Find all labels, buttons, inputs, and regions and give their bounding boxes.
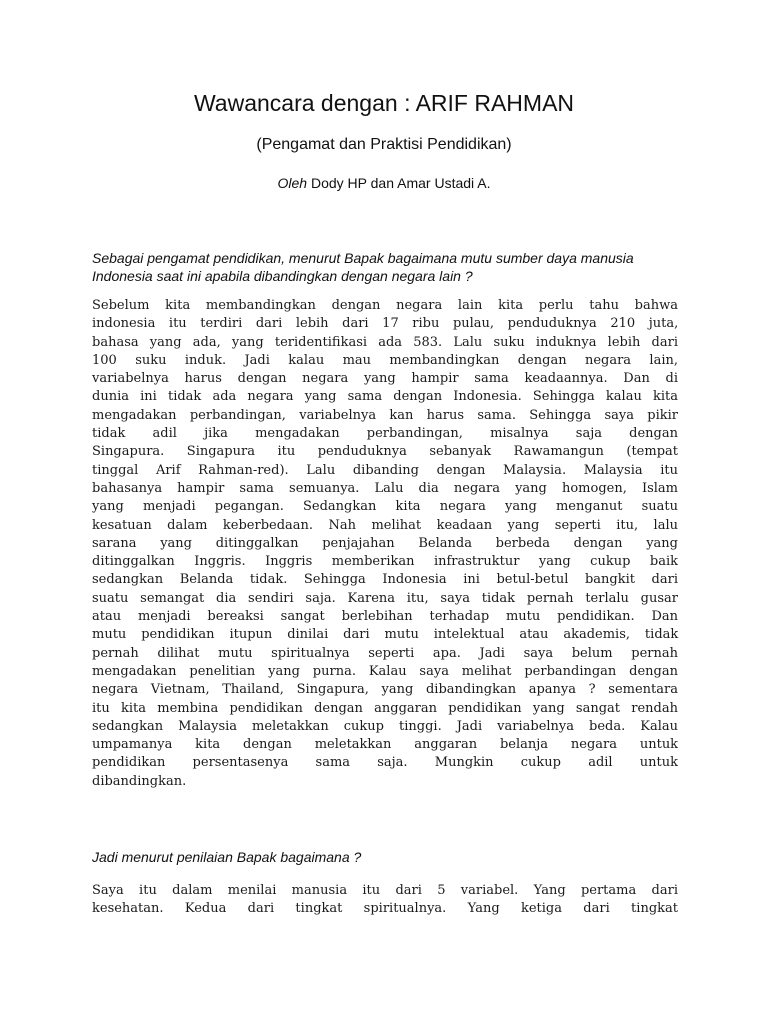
answer-1-line: sarana yang ditinggalkan penjajahan Belanda berbeda dengan yang	[92, 535, 678, 551]
answer-1-line: dunia ini tidak ada negara yang sama dengan Indonesia. Sehingga kalau kita	[92, 389, 678, 405]
answer-1-line: bahasanya hampir sama semuanya. Lalu dia negara yang homogen, Islam	[92, 480, 678, 496]
answer-1-line: suatu semangat dia sendiri saja. Karena itu, saya tidak pernah terlalu gusar	[92, 590, 678, 606]
question-1-line: Indonesia saat ini apabila dibandingkan dengan negara lain ?	[92, 268, 473, 284]
byline	[0, 175, 768, 191]
answer-1-line: Singapura. Singapura itu penduduknya sebanyak Rawamangun (tempat	[92, 444, 678, 460]
byline-prefix: Oleh	[277, 175, 308, 191]
answer-1-line: indonesia itu terdiri dari lebih dari 17 ribu pulau, penduduknya 210 juta,	[92, 316, 679, 332]
answer-1-line: negara Vietnam, Thailand, Singapura, yang dibandingkan apanya ? sementara	[92, 682, 678, 698]
answer-1-line: dibandingkan.	[92, 773, 187, 789]
answer-1-line: ditinggalkan Inggris. Inggris memberikan infrastruktur yang cukup baik	[92, 554, 678, 570]
answer-1-line: sedangkan Malaysia meletakkan cukup tinggi. Jadi variabelnya beda. Kalau	[92, 718, 678, 734]
answer-1	[92, 297, 678, 791]
answer-1-line: bahasa yang ada, yang teridentifikasi ada 583. Lalu suku induknya lebih dari	[92, 334, 678, 350]
answer-1-line: 100 suku induk. Jadi kalau mau membandingkan dengan negara lain,	[92, 352, 678, 368]
byline-authors: Dody HP dan Amar Ustadi A.	[310, 175, 491, 191]
answer-1-line: pendidikan persentasenya sama saja. Mungkin cukup adil untuk	[92, 755, 678, 771]
answer-1-line: itu kita membina pendidikan dengan anggaran pendidikan yang sangat rendah	[92, 700, 678, 716]
question-2	[92, 848, 682, 866]
document-subtitle: (Pengamat dan Praktisi Pendidikan)	[256, 136, 512, 153]
question-1	[92, 249, 682, 285]
answer-1-line: pernah dilihat mutu spiritualnya seperti apa. Jadi saya belum pernah	[92, 645, 678, 661]
answer-2-line: kesehatan. Kedua dari tingkat spiritualnya. Yang ketiga dari tingkat	[92, 901, 678, 917]
answer-2	[92, 882, 678, 919]
question-1-line: Sebagai pengamat pendidikan, menurut Bapak bagaimana mutu sumber daya manusia	[92, 250, 634, 266]
answer-1-line: yang menjadi pegangan. Sedangkan kita negara yang menganut suatu	[92, 499, 678, 515]
question-2-line: Jadi menurut penilaian Bapak bagaimana ?	[92, 849, 362, 865]
answer-1-line: umpamanya kita dengan meletakkan anggaran belanja negara untuk	[92, 737, 679, 753]
answer-1-line: mutu pendidikan itupun dinilai dari mutu intelektual atau akademis, tidak	[92, 627, 679, 643]
answer-1-line: tidak adil jika mengadakan perbandingan, misalnya saja dengan	[92, 426, 678, 442]
answer-1-line: mengadakan penelitian yang purna. Kalau saya melihat perbandingan dengan	[92, 663, 678, 679]
answer-1-line: atau menjadi bereaksi sangat berlebihan terhadap mutu pendidikan. Dan	[92, 609, 678, 625]
answer-1-line: mengadakan perbandingan, variabelnya kan harus sama. Sehingga saya pikir	[92, 407, 678, 423]
answer-2-line: Saya itu dalam menilai manusia itu dari 5 variabel. Yang pertama dari	[92, 883, 678, 898]
answer-1-line: kesatuan dalam keberbedaan. Nah melihat keadaan yang seperti itu, lalu	[92, 517, 678, 533]
answer-1-line: sedangkan Belanda tidak. Sehingga Indonesia ini betul-betul bangkit dari	[92, 572, 678, 588]
answer-1-line: Sebelum kita membandingkan dengan negara lain kita perlu tahu bahwa	[92, 298, 678, 313]
answer-1-line: tinggal Arif Rahman-red). Lalu dibanding dengan Malaysia. Malaysia itu	[92, 462, 678, 478]
answer-1-line: variabelnya harus dengan negara yang hampir sama keadaannya. Dan di	[92, 371, 678, 387]
document-title: Wawancara dengan : ARIF RAHMAN	[193, 90, 575, 116]
